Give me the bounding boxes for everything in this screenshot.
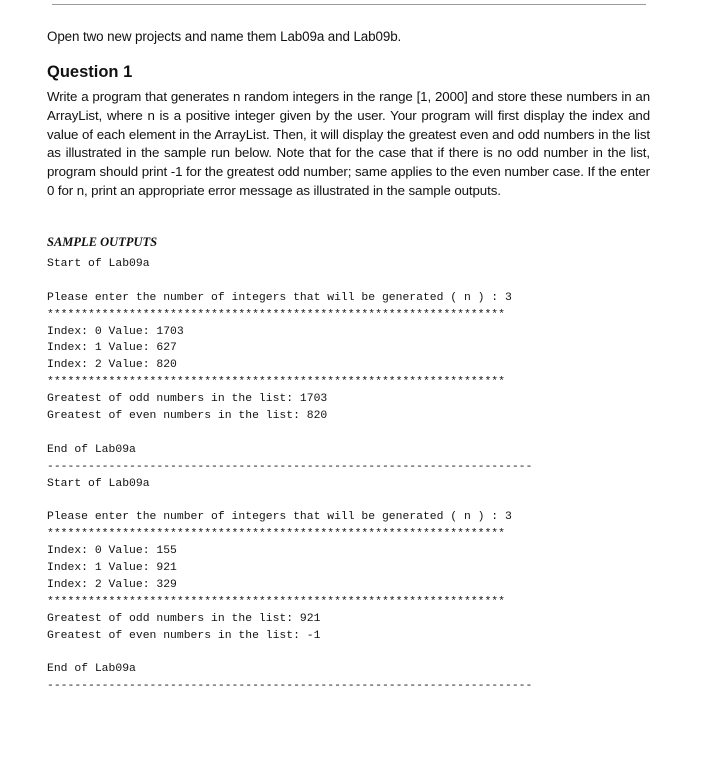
sample-outputs-heading: SAMPLE OUTPUTS	[47, 235, 158, 249]
console-line: Index: 0 Value: 1703	[47, 325, 184, 338]
console-line: Index: 2 Value: 820	[47, 359, 177, 372]
console-line: Start of Lab09a	[47, 258, 150, 270]
sample-console-output	[47, 256, 667, 695]
question-heading: Question 1	[47, 63, 133, 81]
console-line: *******************************************************************	[47, 595, 505, 608]
console-line: *******************************************************************	[47, 528, 505, 541]
console-line: -----------------------------------------------------------------------	[47, 680, 533, 693]
console-line: Index: 1 Value: 921	[47, 562, 177, 575]
console-line: Please enter the number of integers that will be generated ( n ) : 3	[47, 511, 512, 524]
console-line	[47, 644, 667, 661]
console-line: Greatest of even numbers in the list: -1	[47, 629, 321, 642]
question-description: Write a program that generates n random integers in the range [1, 2000] and store these numbers in an ArrayList, where n is a positive integer given by the user. Your program will first display the index and value of each element in the ArrayList. Then, it will display the greatest even and odd numbers in the list as illustrated in the sample run below. Note that for the case that if there is no odd number in the list, program should print -1 for the greatest odd number; same applies to the even number case. If the enter 0 for n, print an appropriate error message as illustrated in the sample outputs.	[47, 89, 650, 198]
console-line: Index: 1 Value: 627	[47, 342, 177, 355]
console-line: Greatest of odd numbers in the list: 1703	[47, 393, 328, 406]
console-line	[47, 492, 667, 509]
console-line: *******************************************************************	[47, 308, 505, 321]
top-divider	[52, 4, 646, 5]
intro-paragraph: Open two new projects and name them Lab09a and Lab09b.	[47, 29, 402, 44]
console-line: Greatest of odd numbers in the list: 921	[47, 612, 321, 625]
console-line	[47, 273, 667, 290]
console-line: -----------------------------------------------------------------------	[47, 460, 533, 473]
console-line: Index: 0 Value: 155	[47, 545, 177, 558]
console-line	[47, 425, 667, 442]
console-line: Please enter the number of integers that will be generated ( n ) : 3	[47, 291, 512, 304]
console-line: Greatest of even numbers in the list: 820	[47, 410, 328, 423]
console-line: End of Lab09a	[47, 443, 136, 456]
console-line: End of Lab09a	[47, 663, 136, 676]
console-line: Index: 2 Value: 329	[47, 578, 177, 591]
console-line: *******************************************************************	[47, 376, 505, 389]
console-line: Start of Lab09a	[47, 477, 150, 490]
